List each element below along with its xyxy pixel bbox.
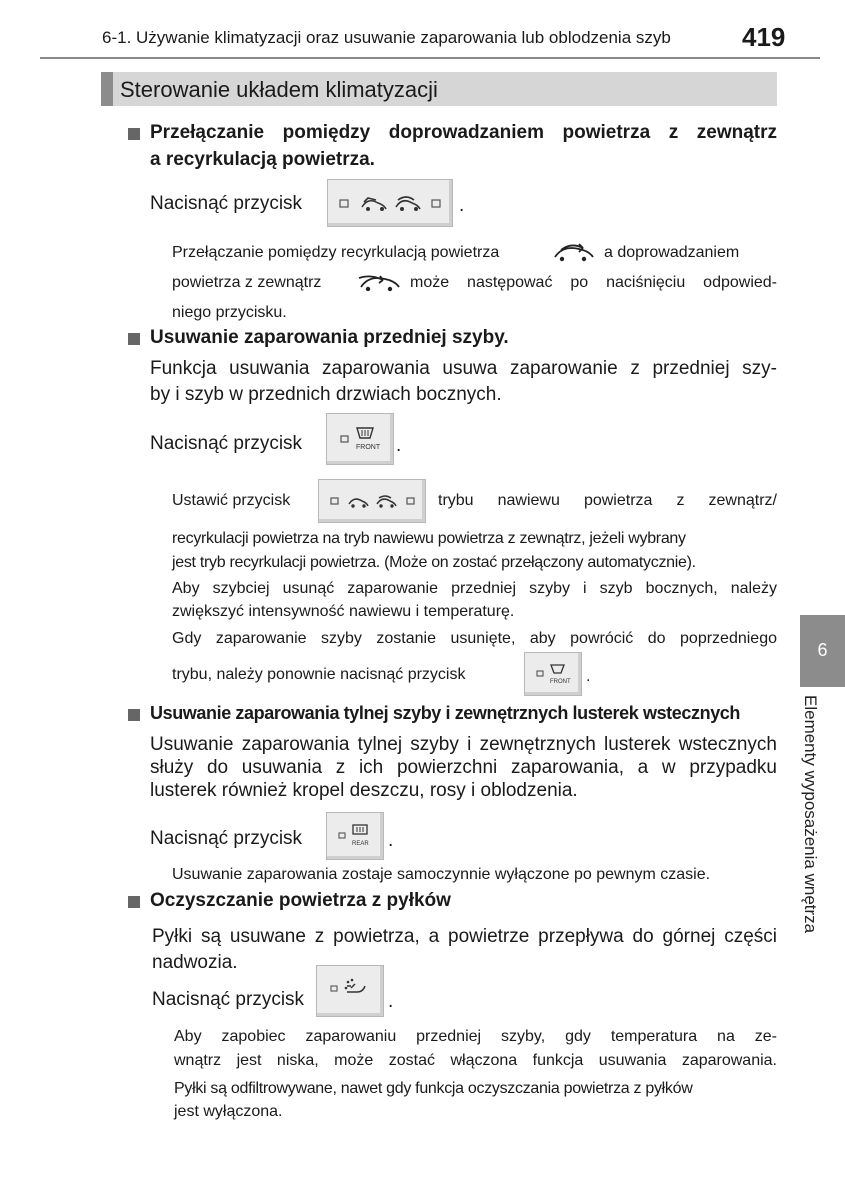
- front-label-small: FRONT: [550, 679, 571, 685]
- front-defrost-icon: [327, 414, 393, 464]
- b2-note-line4: Aby szybciej usunąć zaparowanie przedniej szyby i szyb bocznych, należy: [172, 580, 777, 597]
- b4-press-dot: .: [388, 991, 394, 1012]
- front-defrost-small-icon: [525, 653, 581, 695]
- b4-heading: Oczyszczanie powietrza z pyłków: [150, 890, 451, 911]
- b2-note-line2: recyrkulacji powietrza na tryb nawiewu powietrza z zewnątrz, jeżeli wybrany: [172, 530, 686, 547]
- front-defrost-button-small-image: [524, 652, 582, 696]
- b3-heading: Usuwanie zaparowania tylnej szyby i zewnętrznych lusterek wstecznych: [150, 703, 741, 723]
- air-mode-buttons-icon: [328, 180, 452, 226]
- b3-press-label: Nacisnąć przycisk: [150, 828, 303, 849]
- b2-note-line7-dot: .: [586, 668, 591, 685]
- front-label: FRONT: [356, 444, 381, 451]
- b1-heading-line1: Przełączanie pomiędzy doprowadzaniem powietrza z zewnątrz: [150, 122, 777, 143]
- bullet-square-icon: [128, 709, 140, 721]
- bullet-square-icon: [128, 128, 140, 140]
- b2-note-line1a: Ustawić przycisk: [172, 492, 291, 509]
- b1-note-line2b: może następować po naciśnięciu odpowied-: [410, 274, 777, 291]
- page-number: 419: [742, 22, 786, 52]
- b1-note-line1a: Przełączanie pomiędzy recyrkulacją powietrza: [172, 244, 500, 261]
- b4-para-line2: nadwozia.: [152, 952, 238, 973]
- b3-para-line2: służy do usuwania z ich powierzchni zaparowania, a w przypadku: [150, 757, 777, 778]
- air-mode-buttons-small-image: [318, 479, 426, 523]
- b2-note-line5: zwiększyć intensywność nawiewu i temperaturę.: [172, 603, 515, 620]
- front-defrost-button-image: [326, 413, 394, 465]
- b4-press-label: Nacisnąć przycisk: [152, 989, 305, 1010]
- b2-press-dot: .: [396, 435, 402, 456]
- b2-note-line7: trybu, należy ponownie nacisnąć przycisk: [172, 666, 466, 683]
- rear-label: REAR: [352, 841, 369, 847]
- running-header: 6-1. Używanie klimatyzacji oraz usuwanie zaparowania lub oblodzenia szyb: [102, 28, 671, 47]
- b4-note-line1: Aby zapobiec zaparowaniu przedniej szyby, gdy temperatura na ze-: [174, 1028, 777, 1045]
- section-band-marker: [101, 72, 113, 106]
- b2-heading: Usuwanie zaparowania przedniej szyby.: [150, 327, 509, 348]
- rear-defrost-button-image: [326, 812, 384, 860]
- b4-note-line4: jest wyłączona.: [174, 1103, 283, 1120]
- air-mode-buttons-image: [327, 179, 453, 227]
- chapter-label-text: Elementy wyposażenia wnętrza: [801, 695, 820, 934]
- b4-para-line1: Pyłki są usuwane z powietrza, a powietrze przepływa do górnej części: [152, 926, 777, 947]
- b2-para-line1: Funkcja usuwania zaparowania usuwa zaparowanie z przedniej szy-: [150, 358, 777, 379]
- b4-note-line2: wnątrz jest niska, może zostać włączona funkcja usuwania zaparowania.: [174, 1052, 777, 1069]
- bullet-square-icon: [128, 333, 140, 345]
- b1-note-line2a: powietrza z zewnątrz: [172, 274, 322, 291]
- chapter-label: [800, 695, 830, 975]
- header-rule: [40, 57, 820, 59]
- chapter-number: 6: [817, 640, 828, 660]
- b2-press-label: Nacisnąć przycisk: [150, 433, 303, 454]
- b1-heading-line2: a recyrkulacją powietrza.: [150, 149, 375, 170]
- b3-para-line3: lusterek również kropel deszczu, rosy i oblodzenia.: [150, 780, 578, 801]
- b1-note-line1b: a doprowadzaniem: [604, 244, 740, 261]
- section-title: Sterowanie układem klimatyzacji: [120, 77, 438, 102]
- pollen-filter-button-image: [316, 965, 384, 1017]
- b1-press-label: Nacisnąć przycisk: [150, 193, 303, 214]
- b2-note-line3: jest tryb recyrkulacji powietrza. (Może on zostać przełączony automatycznie).: [172, 554, 696, 571]
- b3-press-dot: .: [388, 830, 394, 851]
- rear-defrost-icon: [327, 813, 383, 859]
- b2-note-line1b: trybu nawiewu powietrza z zewnątrz/: [438, 492, 777, 509]
- pollen-filter-icon: [317, 966, 383, 1016]
- bullet-square-icon: [128, 896, 140, 908]
- fresh-air-icon: [357, 270, 403, 294]
- b1-note-line3: niego przycisku.: [172, 304, 287, 321]
- b1-press-dot: .: [459, 195, 465, 216]
- air-mode-buttons-small-icon: [319, 480, 425, 522]
- b2-para-line2: by i szyb w przednich drzwiach bocznych.: [150, 384, 502, 405]
- b3-para-line1: Usuwanie zaparowania tylnej szyby i zewnętrznych lusterek wstecznych: [150, 734, 777, 755]
- b2-note-line6: Gdy zaparowanie szyby zostanie usunięte, aby powrócić do poprzedniego: [172, 630, 777, 647]
- b4-note-line3: Pyłki są odfiltrowywane, nawet gdy funkcja oczyszczania powietrza z pyłków: [174, 1080, 693, 1097]
- recirculation-icon: [551, 240, 597, 264]
- b3-note-line1: Usuwanie zaparowania zostaje samoczynnie wyłączone po pewnym czasie.: [172, 866, 711, 883]
